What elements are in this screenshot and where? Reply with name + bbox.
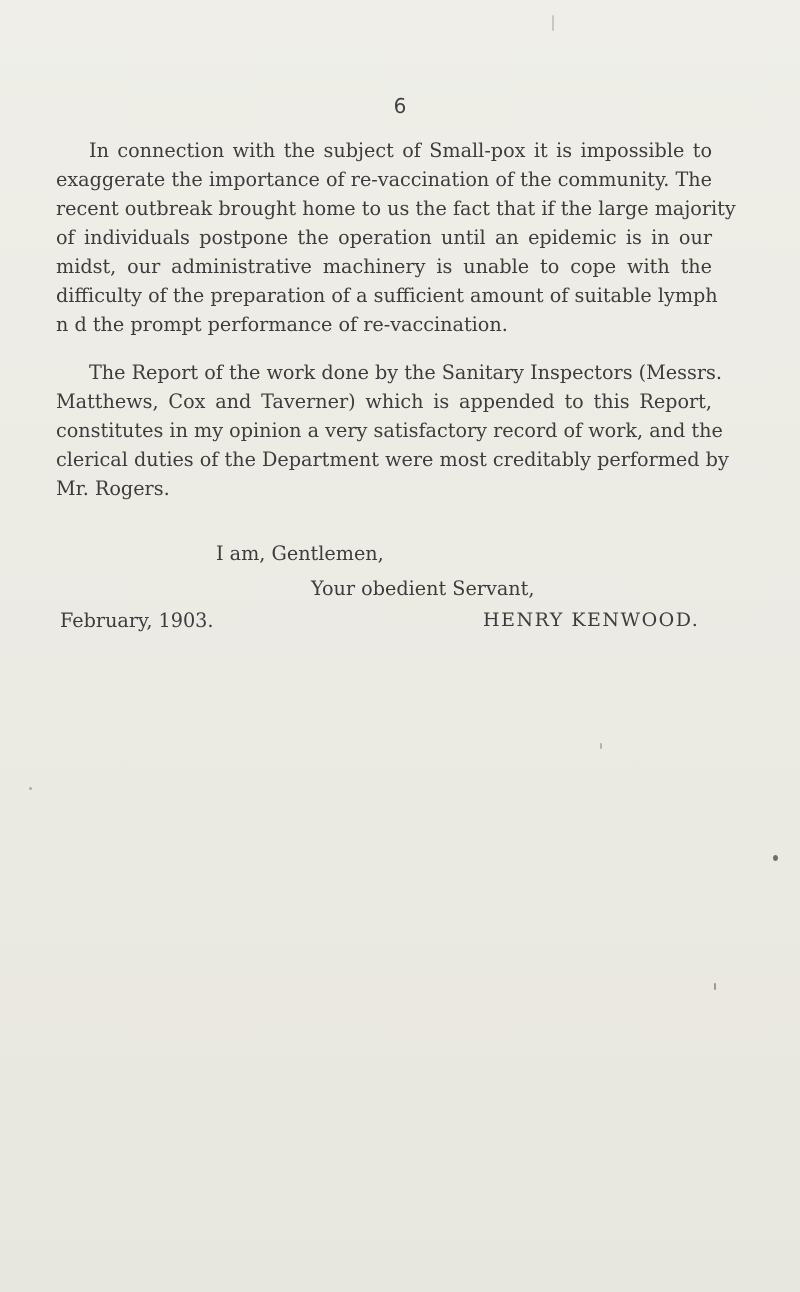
letter-date: February, 1903. xyxy=(60,609,214,632)
paper-speck xyxy=(714,983,716,990)
text-line: constitutes in my opinion a very satisfactory record of work, and the xyxy=(56,419,723,442)
text-line: recent outbreak brought home to us the fact that if the large majority xyxy=(56,197,736,220)
paragraph-sanitary-report xyxy=(56,358,729,503)
text-line: midst, our administrative machinery is unable to cope with the xyxy=(56,255,712,278)
paper-speck xyxy=(600,743,602,749)
text-line: exaggerate the importance of re-vaccination of the community. The xyxy=(56,168,712,191)
paper-speck xyxy=(552,15,554,31)
text-line: The Report of the work done by the Sanitary Inspectors (Messrs. xyxy=(89,361,722,384)
text-line: of individuals postpone the operation until an epidemic is in our xyxy=(56,226,712,249)
text-line: n d the prompt performance of re-vaccination. xyxy=(56,313,508,336)
text-line: difficulty of the preparation of a sufficient amount of suitable lymph xyxy=(56,284,718,307)
closing-servant: Your obedient Servant, xyxy=(311,577,535,600)
paper-speck xyxy=(773,855,778,861)
paper-speck xyxy=(29,787,32,790)
text-line: Mr. Rogers. xyxy=(56,477,170,500)
text-line: Matthews, Cox and Taverner) which is appended to this Report, xyxy=(56,390,712,413)
signature-name: HENRY KENWOOD. xyxy=(483,609,700,631)
paragraph-revaccination xyxy=(56,136,736,339)
text-line: In connection with the subject of Small-pox it is impossible to xyxy=(89,139,712,162)
closing-salutation: I am, Gentlemen, xyxy=(216,542,384,565)
text-line: clerical duties of the Department were most creditably performed by xyxy=(56,448,729,471)
page-number: 6 xyxy=(393,94,407,118)
